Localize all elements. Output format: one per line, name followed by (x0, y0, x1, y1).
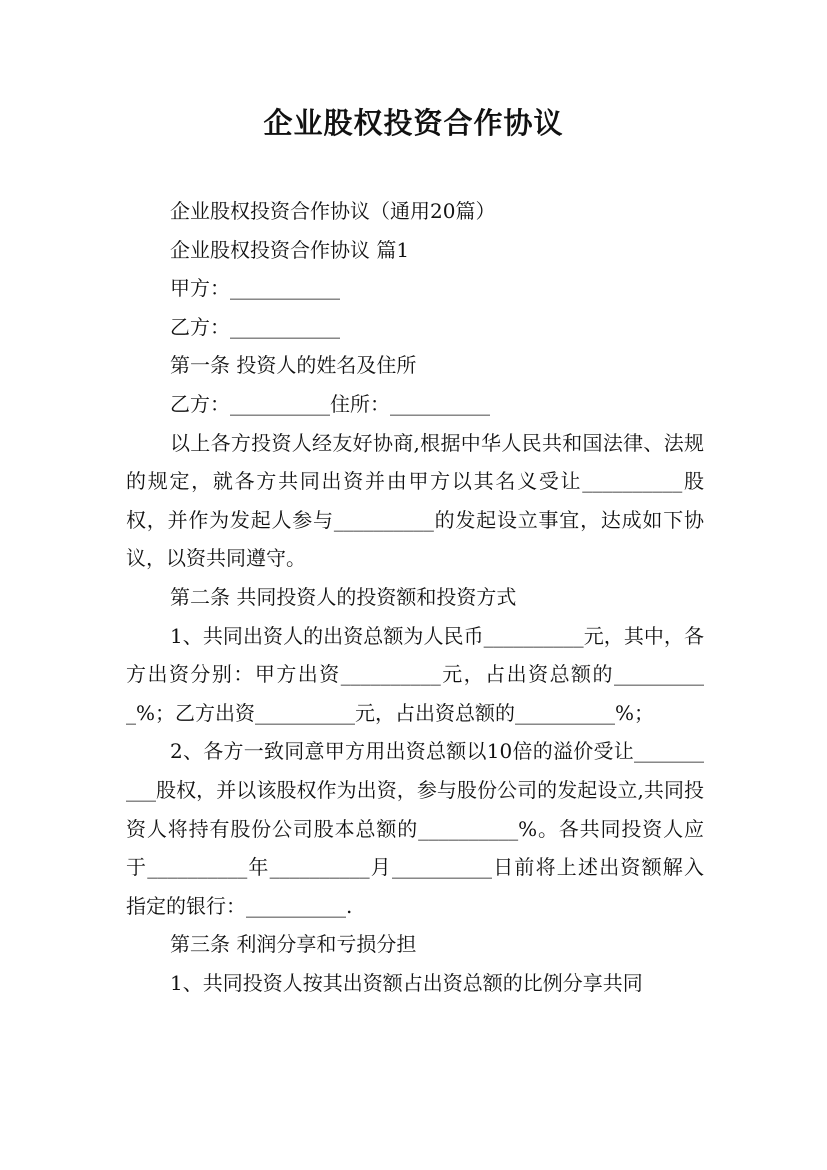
paragraph-clause-2-item-2: 2、各方一致同意甲方用出资总额以10倍的溢价受让__________股权，并以该股权作为出资，参与股份公司的发起设立,共同投资人将持有股份公司股本总额的__________%。各共同投资人应于__________年__________月__________日前将上述出资额解入指定的银行：__________. (126, 739, 704, 918)
paragraph-clause-1-heading: 第一条 投资人的姓名及住所 (170, 353, 417, 378)
paragraph-collection-title: 企业股权投资合作协议（通用20篇） (170, 199, 496, 223)
paragraph-article-heading: 企业股权投资合作协议 篇1 (170, 237, 410, 262)
paragraph-preamble: 以上各方投资人经友好协商,根据中华人民共和国法律、法规的规定，就各方共同出资并由甲方以其名义受让__________股权，并作为发起人参与__________的发起设立事宜，达成如下协议，以资共同遵守。 (126, 430, 704, 571)
document-title: 企业股权投资合作协议 (263, 106, 564, 140)
paragraph-clause-2-heading: 第二条 共同投资人的投资额和投资方式 (170, 584, 517, 609)
paragraph-party-b: 乙方：___________ (170, 314, 340, 339)
paragraph-clause-3-item-1: 1、共同投资人按其出资额占出资总额的比例分享共同 (170, 970, 643, 995)
paragraph-clause-2-item-1: 1、共同出资人的出资总额为人民币__________元，其中，各方出资分别：甲方出资__________元，占出资总额的__________%；乙方出资__________元，占出资总额的__________%； (126, 623, 704, 725)
paragraph-party-a: 甲方：___________ (170, 276, 340, 301)
paragraph-party-b-address: 乙方：__________住所：__________ (170, 391, 490, 416)
document-body (126, 192, 704, 1002)
paragraph-clause-3-heading: 第三条 利润分享和亏损分担 (170, 932, 417, 957)
